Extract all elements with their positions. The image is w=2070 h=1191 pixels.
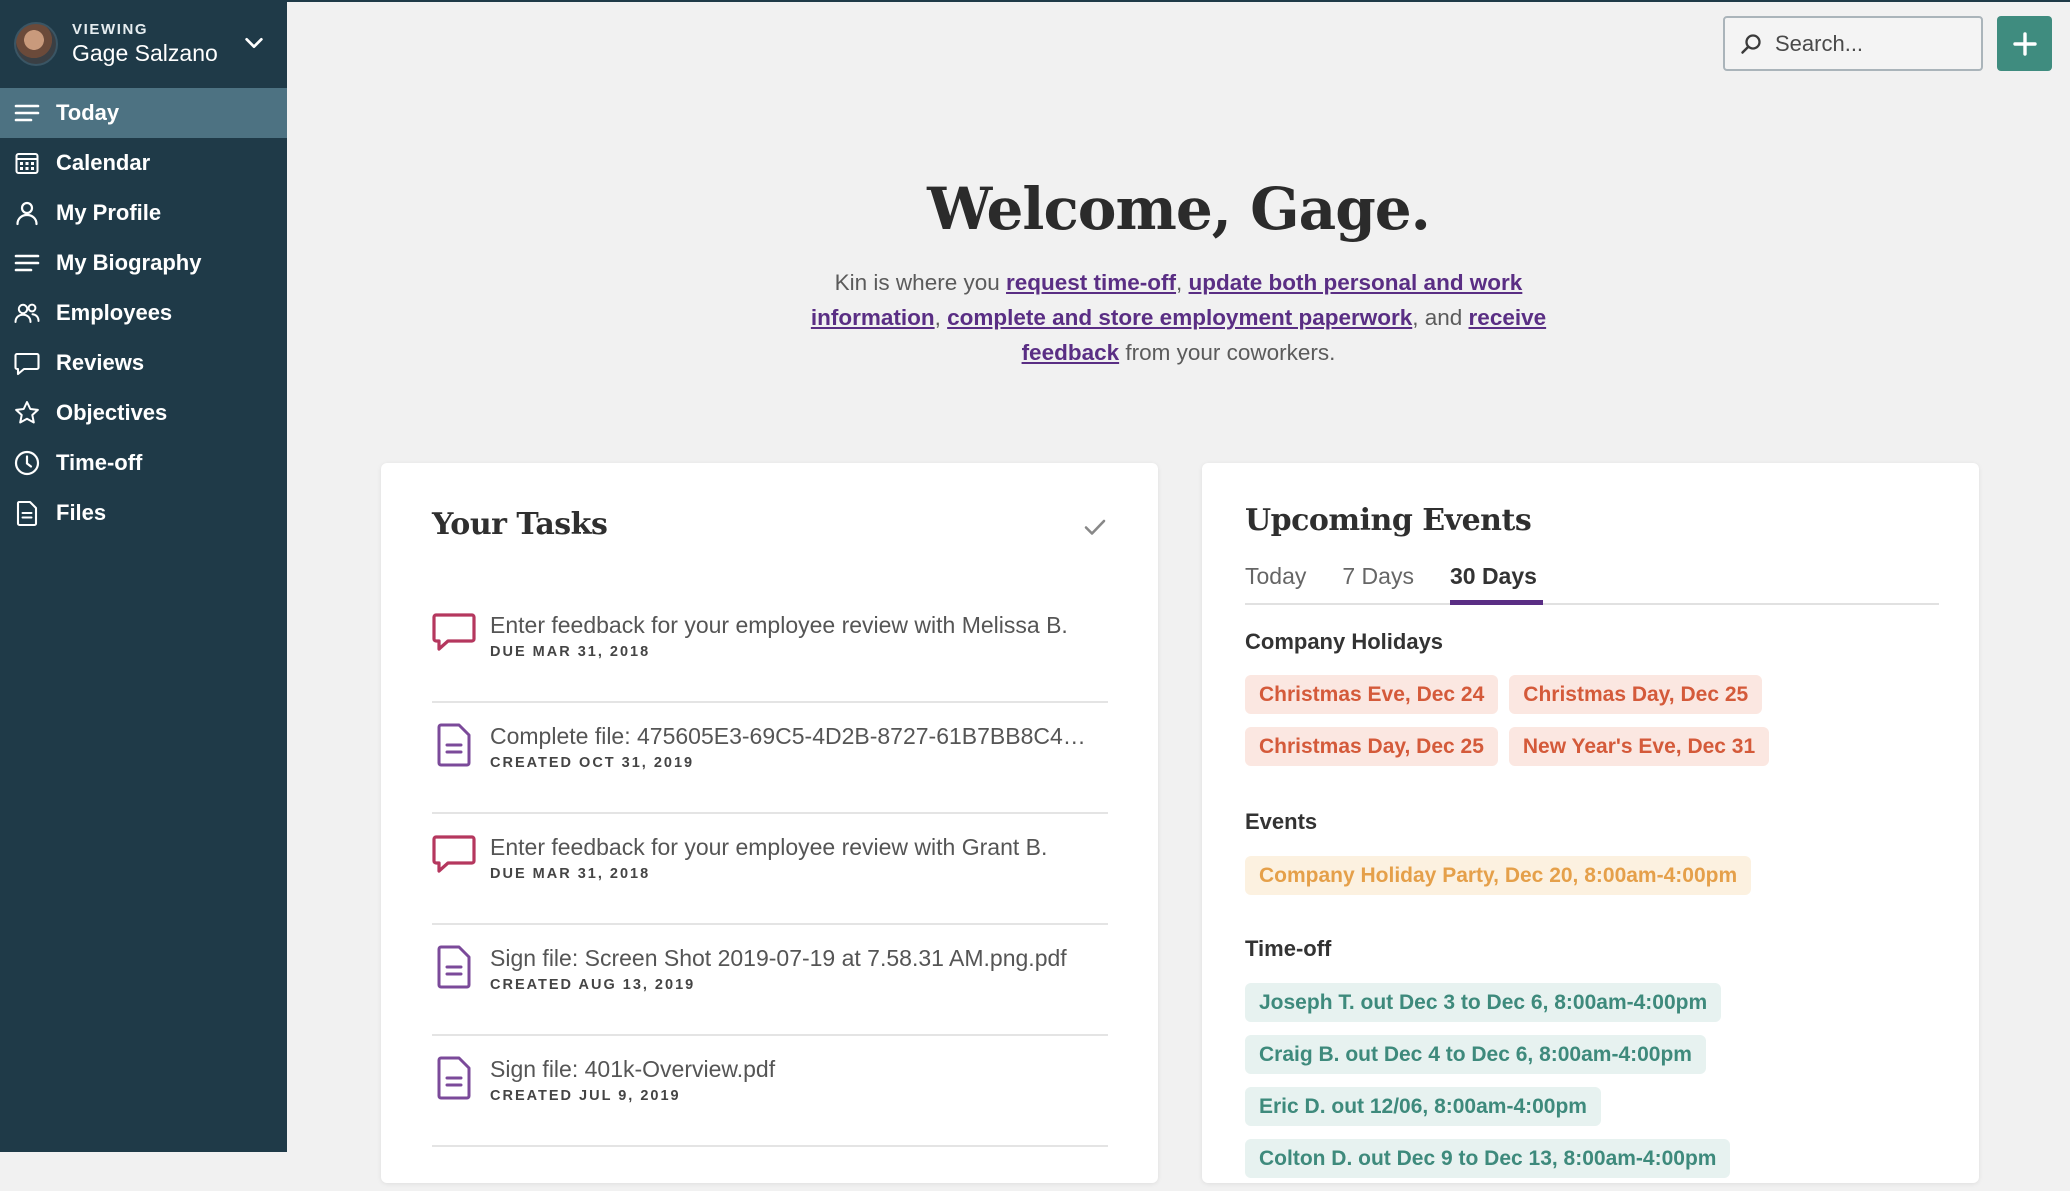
welcome-separator: , and bbox=[1412, 305, 1469, 330]
holiday-tag[interactable]: Christmas Day, Dec 25 bbox=[1509, 675, 1762, 714]
clock-icon bbox=[13, 449, 41, 477]
task-icon-wrap bbox=[432, 1056, 476, 1100]
sidebar-item-label: Time-off bbox=[56, 450, 143, 475]
speech-bubble-icon bbox=[432, 834, 476, 874]
event-tag[interactable]: Company Holiday Party, Dec 20, 8:00am-4:00pm bbox=[1245, 856, 1751, 895]
task-body bbox=[490, 945, 1108, 993]
speech-bubble-icon bbox=[13, 349, 41, 377]
task-item[interactable] bbox=[432, 925, 1108, 1036]
task-meta: CREATED JUL 9, 2019 bbox=[490, 1088, 681, 1104]
task-meta: CREATED OCT 31, 2019 bbox=[490, 755, 695, 771]
company-holidays-heading: Company Holidays bbox=[1245, 629, 1444, 654]
task-item[interactable] bbox=[432, 592, 1108, 703]
user-switcher[interactable] bbox=[0, 0, 287, 88]
task-body bbox=[490, 1056, 1108, 1104]
task-meta: DUE MAR 31, 2018 bbox=[490, 644, 651, 660]
holiday-tag[interactable]: New Year's Eve, Dec 31 bbox=[1509, 727, 1769, 766]
sidebar-item-reviews[interactable] bbox=[0, 338, 287, 388]
sidebar-item-label: Employees bbox=[56, 300, 173, 325]
events-list bbox=[1245, 856, 1939, 908]
chevron-down-icon[interactable] bbox=[243, 32, 265, 54]
sidebar-item-label: Today bbox=[56, 100, 120, 125]
employment-paperwork-link[interactable]: complete and store employment paperwork bbox=[947, 305, 1413, 330]
welcome-intro: Kin is where you bbox=[834, 270, 1000, 295]
task-icon-wrap bbox=[432, 834, 476, 878]
time-off-tag[interactable]: Eric D. out 12/06, 8:00am-4:00pm bbox=[1245, 1087, 1601, 1126]
tasks-card bbox=[381, 463, 1158, 1183]
task-body bbox=[490, 834, 1108, 882]
document-icon bbox=[437, 723, 471, 767]
task-item[interactable] bbox=[432, 814, 1108, 925]
search-input[interactable] bbox=[1775, 31, 1965, 57]
upcoming-events-card bbox=[1202, 463, 1979, 1183]
user-name: Gage Salzano bbox=[72, 40, 218, 66]
search-icon bbox=[1739, 32, 1763, 56]
task-item[interactable] bbox=[432, 703, 1108, 814]
sidebar-item-calendar[interactable] bbox=[0, 138, 287, 188]
holiday-tag[interactable]: Christmas Eve, Dec 24 bbox=[1245, 675, 1498, 714]
task-meta: CREATED AUG 13, 2019 bbox=[490, 977, 696, 993]
task-icon-wrap bbox=[432, 723, 476, 767]
sidebar-nav bbox=[0, 88, 287, 538]
plus-icon bbox=[2011, 30, 2039, 58]
time-off-list bbox=[1245, 983, 1939, 1191]
welcome-title: Welcome, Gage. bbox=[927, 175, 1430, 243]
holiday-tag[interactable]: Christmas Day, Dec 25 bbox=[1245, 727, 1498, 766]
task-body bbox=[490, 612, 1108, 660]
search-box[interactable] bbox=[1723, 16, 1983, 71]
events-tabs bbox=[1245, 557, 1939, 605]
welcome-separator: , bbox=[1176, 270, 1189, 295]
sidebar-item-label: Files bbox=[56, 500, 107, 525]
menu-lines-icon bbox=[13, 249, 41, 277]
speech-bubble-icon bbox=[432, 612, 476, 652]
events-heading: Events bbox=[1245, 809, 1318, 834]
viewing-label: VIEWING bbox=[72, 21, 149, 38]
people-icon bbox=[13, 299, 41, 327]
events-title: Upcoming Events bbox=[1245, 503, 1532, 538]
sidebar-item-label: Calendar bbox=[56, 150, 151, 175]
task-title: Sign file: 401k-Overview.pdf bbox=[490, 1056, 776, 1082]
time-off-heading: Time-off bbox=[1245, 936, 1332, 961]
sidebar-item-label: Reviews bbox=[56, 350, 145, 375]
sidebar-item-employees[interactable] bbox=[0, 288, 287, 338]
document-icon bbox=[437, 1056, 471, 1100]
sidebar-item-label: My Profile bbox=[56, 200, 162, 225]
welcome-separator: , bbox=[934, 305, 948, 330]
task-body bbox=[490, 723, 1108, 771]
user-info bbox=[72, 21, 218, 67]
tab-7-days[interactable]: 7 Days bbox=[1342, 563, 1414, 589]
task-title: Enter feedback for your employee review with Grant B. bbox=[490, 834, 1048, 860]
tab-today[interactable]: Today bbox=[1245, 563, 1307, 589]
sidebar-item-my-profile[interactable] bbox=[0, 188, 287, 238]
avatar bbox=[14, 22, 58, 66]
calendar-icon bbox=[13, 149, 41, 177]
welcome-outro: from your coworkers. bbox=[1119, 340, 1336, 365]
task-meta: DUE MAR 31, 2018 bbox=[490, 866, 651, 882]
task-title: Complete file: 475605E3-69C5-4D2B-8727-61B7BB8C4… bbox=[490, 723, 1086, 749]
document-icon bbox=[437, 945, 471, 989]
tab-30-days[interactable]: 30 Days bbox=[1450, 557, 1543, 605]
checkmark-icon[interactable] bbox=[1081, 513, 1109, 541]
add-button[interactable] bbox=[1997, 16, 2052, 71]
sidebar-item-label: Objectives bbox=[56, 400, 168, 425]
welcome-description bbox=[789, 265, 1569, 370]
sidebar-item-my-biography[interactable] bbox=[0, 238, 287, 288]
task-item[interactable] bbox=[432, 1036, 1108, 1147]
task-icon-wrap bbox=[432, 612, 476, 656]
sidebar-item-time-off[interactable] bbox=[0, 438, 287, 488]
update-information-link[interactable]: update both personal and work information bbox=[810, 270, 1523, 330]
task-icon-wrap bbox=[432, 945, 476, 989]
company-holidays-list bbox=[1245, 675, 1939, 779]
menu-lines-icon bbox=[13, 99, 41, 127]
request-time-off-link[interactable]: request time-off bbox=[1006, 270, 1177, 295]
star-icon bbox=[13, 399, 41, 427]
sidebar-item-today[interactable] bbox=[0, 88, 287, 138]
task-title: Sign file: Screen Shot 2019-07-19 at 7.58.31 AM.png.pdf bbox=[490, 945, 1067, 971]
sidebar-item-files[interactable] bbox=[0, 488, 287, 538]
time-off-tag[interactable]: Craig B. out Dec 4 to Dec 6, 8:00am-4:00pm bbox=[1245, 1035, 1706, 1074]
task-title: Enter feedback for your employee review with Melissa B. bbox=[490, 612, 1068, 638]
sidebar-item-objectives[interactable] bbox=[0, 388, 287, 438]
file-icon bbox=[13, 499, 41, 527]
time-off-tag[interactable]: Joseph T. out Dec 3 to Dec 6, 8:00am-4:00pm bbox=[1245, 983, 1721, 1022]
time-off-tag[interactable]: Colton D. out Dec 9 to Dec 13, 8:00am-4:00pm bbox=[1245, 1139, 1730, 1178]
welcome-section bbox=[287, 175, 2070, 370]
person-icon bbox=[13, 199, 41, 227]
sidebar-item-label: My Biography bbox=[56, 250, 202, 275]
tasks-title: Your Tasks bbox=[432, 507, 608, 542]
top-border bbox=[287, 0, 2070, 2]
receive-feedback-link[interactable]: receive feedback bbox=[1021, 305, 1547, 365]
task-list bbox=[432, 592, 1108, 1147]
sidebar bbox=[0, 0, 287, 1152]
